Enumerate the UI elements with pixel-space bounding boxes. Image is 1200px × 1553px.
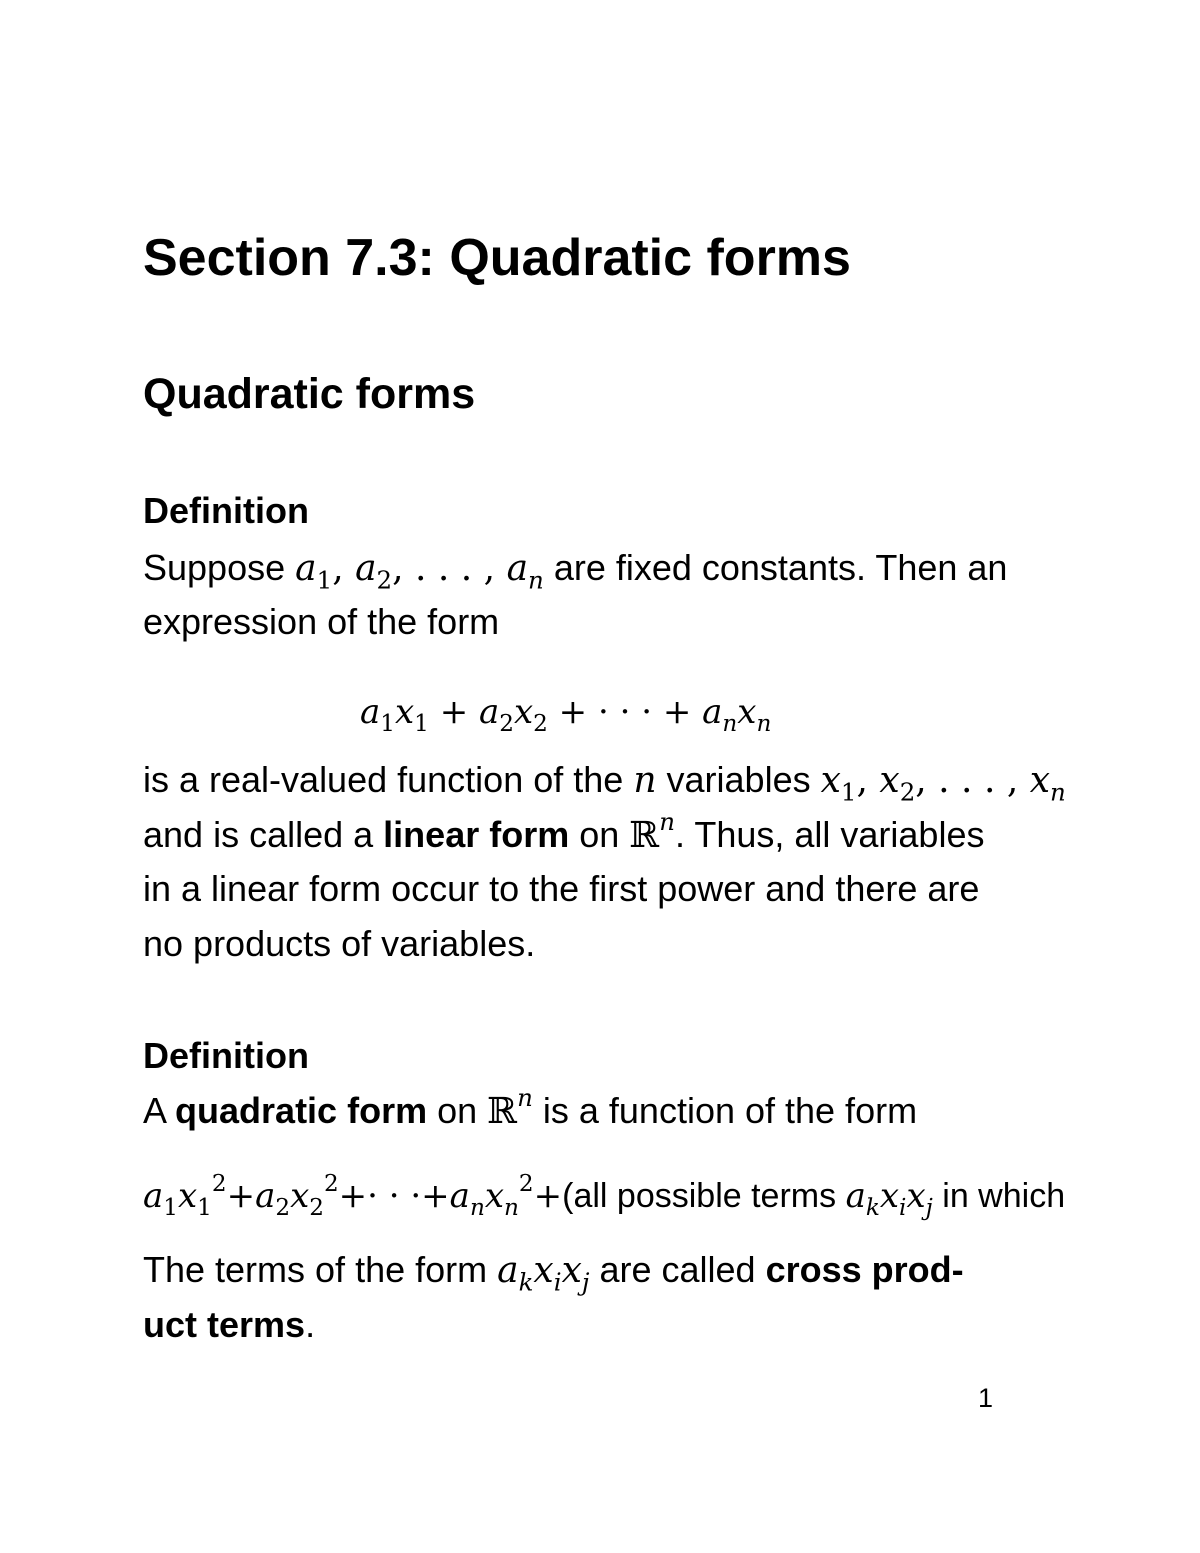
- cross-term-math: $a_kx_ix_j$: [845, 1176, 933, 1222]
- page-number: 1: [978, 1383, 994, 1413]
- term-cross-product: cross prod-: [765, 1249, 964, 1290]
- text: is a function of the form: [542, 1090, 918, 1131]
- definition-line: [143, 759, 1066, 807]
- definition-line: expression of the form: [143, 601, 500, 642]
- text: (all possible terms: [562, 1177, 837, 1215]
- definition-heading: Definition: [143, 1035, 309, 1076]
- section-heading: Quadratic forms: [143, 370, 476, 418]
- definition-line: [143, 806, 985, 856]
- text: on: [437, 1090, 478, 1131]
- definition-line: [143, 1304, 316, 1345]
- n-math: n: [633, 760, 657, 801]
- definition-line: [143, 1249, 964, 1297]
- text: A: [143, 1090, 166, 1131]
- text: are called: [599, 1249, 756, 1290]
- quadratic-terms-math: $a_1x_1^2+a_2x_2^2+\cdot \cdot \cdot+a_nx_n^2+$: [143, 1170, 563, 1222]
- term-linear-form: linear form: [383, 814, 570, 855]
- text: Suppose: [143, 547, 286, 588]
- text: . Thus, all variables: [674, 814, 985, 855]
- definition-line: [143, 1082, 918, 1132]
- term-quadratic-form: quadratic form: [175, 1090, 428, 1131]
- text: and is called a: [143, 814, 374, 855]
- definition-line: in a linear form occur to the first power and there are: [143, 868, 980, 909]
- text: on: [579, 814, 620, 855]
- text: .: [305, 1304, 316, 1345]
- text: is a real-valued function of the: [143, 759, 624, 800]
- term-cross-product-cont: uct terms: [143, 1304, 306, 1345]
- linear-form-equation: $a_1x_1 + a_2x_2$ + · · · + $a_nx_n$: [360, 692, 772, 738]
- text: The terms of the form: [143, 1249, 488, 1290]
- rn-math: ℝ$^n$: [629, 806, 675, 856]
- constants-math: $a_1$, $a_2$, . . . , $a_n$: [295, 548, 544, 595]
- quadratic-form-equation: [143, 1170, 1066, 1222]
- text: variables: [666, 759, 811, 800]
- rn-math: ℝ$^n$: [487, 1082, 533, 1132]
- text: in which: [942, 1177, 1066, 1215]
- definition-line: [143, 547, 1008, 595]
- cross-term-math: $a_kx_ix_j$: [497, 1250, 590, 1297]
- definition-line: no products of variables.: [143, 923, 536, 964]
- definition-heading: Definition: [143, 490, 309, 531]
- text: are fixed constants. Then an: [553, 547, 1008, 588]
- page-title: Section 7.3: Quadratic forms: [143, 229, 851, 287]
- variables-math: $x_1$, $x_2$, . . . , $x_n$: [820, 760, 1066, 807]
